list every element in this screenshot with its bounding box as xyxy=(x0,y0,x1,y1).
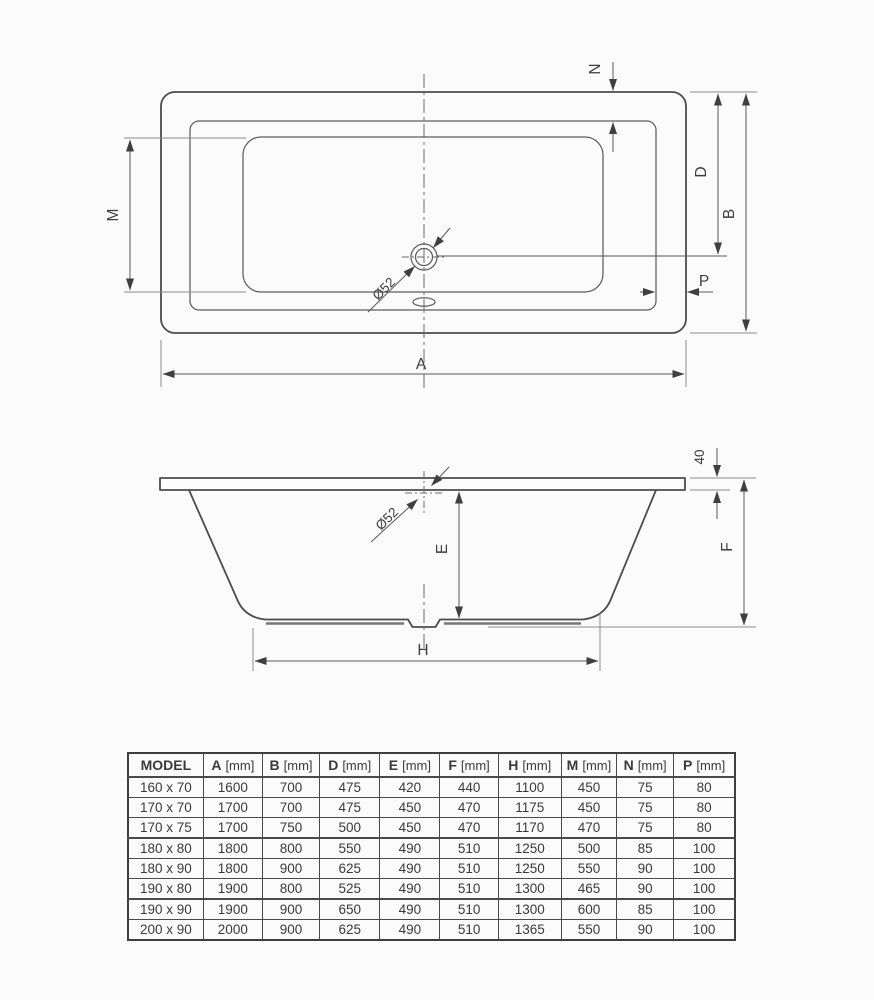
column-label: H xyxy=(508,757,519,773)
value-cell: 80 xyxy=(674,777,735,798)
value-cell: 700 xyxy=(262,798,319,818)
column-header-h xyxy=(498,753,561,777)
column-unit: [mm] xyxy=(696,758,726,773)
model-cell: 190 x 80 xyxy=(128,879,203,900)
model-cell: 170 x 70 xyxy=(128,798,203,818)
value-cell: 470 xyxy=(440,818,498,839)
value-cell: 465 xyxy=(561,879,616,900)
value-cell: 100 xyxy=(674,859,735,879)
model-cell: 180 x 90 xyxy=(128,859,203,879)
column-header-model xyxy=(128,753,203,777)
dimensions-table xyxy=(127,752,736,941)
overflow-diameter-label: Ø52 xyxy=(372,504,402,534)
dim-m-label: M xyxy=(105,208,122,222)
value-cell: 470 xyxy=(561,818,616,839)
column-label: E xyxy=(388,757,399,773)
value-cell: 1700 xyxy=(203,818,262,839)
model-cell: 160 x 70 xyxy=(128,777,203,798)
value-cell: 510 xyxy=(440,838,498,859)
value-cell: 90 xyxy=(617,859,674,879)
value-cell: 450 xyxy=(380,798,440,818)
value-cell: 510 xyxy=(440,879,498,900)
value-cell: 100 xyxy=(674,899,735,920)
overflow-leader-upper xyxy=(432,467,450,486)
column-unit: [mm] xyxy=(283,758,313,773)
drain-diameter-label: Ø52 xyxy=(369,274,399,304)
value-cell: 490 xyxy=(380,879,440,900)
value-cell: 1800 xyxy=(203,859,262,879)
column-header-e xyxy=(380,753,440,777)
column-label: D xyxy=(328,757,339,773)
value-cell: 1100 xyxy=(498,777,561,798)
table-row xyxy=(128,859,735,879)
value-cell: 750 xyxy=(262,818,319,839)
value-cell: 625 xyxy=(320,920,380,941)
value-cell: 475 xyxy=(320,798,380,818)
value-cell: 450 xyxy=(380,818,440,839)
tub-body-profile xyxy=(189,490,656,627)
value-cell: 1600 xyxy=(203,777,262,798)
value-cell: 1250 xyxy=(498,838,561,859)
value-cell: 80 xyxy=(674,798,735,818)
column-label: MODEL xyxy=(140,757,192,773)
table-row xyxy=(128,899,735,920)
value-cell: 500 xyxy=(320,818,380,839)
value-cell: 1365 xyxy=(498,920,561,941)
dim-h-label: H xyxy=(417,642,429,659)
value-cell: 600 xyxy=(561,899,616,920)
column-header-n xyxy=(617,753,674,777)
table-row xyxy=(128,838,735,859)
dim-n-label: N xyxy=(587,63,604,75)
value-cell: 1700 xyxy=(203,798,262,818)
value-cell: 475 xyxy=(320,777,380,798)
dim-d-label: D xyxy=(693,166,710,178)
value-cell: 1250 xyxy=(498,859,561,879)
column-header-m xyxy=(561,753,616,777)
table-row xyxy=(128,798,735,818)
dim-f-label: F xyxy=(719,542,736,552)
table-row xyxy=(128,818,735,839)
value-cell: 1300 xyxy=(498,879,561,900)
value-cell: 75 xyxy=(617,777,674,798)
column-header-p xyxy=(674,753,735,777)
tub-basin-edge xyxy=(243,137,603,292)
model-cell: 180 x 80 xyxy=(128,838,203,859)
value-cell: 420 xyxy=(380,777,440,798)
value-cell: 90 xyxy=(617,920,674,941)
value-cell: 2000 xyxy=(203,920,262,941)
value-cell: 1175 xyxy=(498,798,561,818)
value-cell: 470 xyxy=(440,798,498,818)
value-cell: 550 xyxy=(561,920,616,941)
value-cell: 900 xyxy=(262,899,319,920)
rim-thickness-label: 40 xyxy=(692,449,707,465)
value-cell: 525 xyxy=(320,879,380,900)
value-cell: 510 xyxy=(440,920,498,941)
value-cell: 90 xyxy=(617,879,674,900)
tub-rim-inner-edge xyxy=(190,121,656,310)
column-header-a xyxy=(203,753,262,777)
column-label: F xyxy=(448,757,457,773)
table-row xyxy=(128,879,735,900)
value-cell: 490 xyxy=(380,838,440,859)
value-cell: 75 xyxy=(617,818,674,839)
value-cell: 490 xyxy=(380,899,440,920)
column-unit: [mm] xyxy=(522,758,552,773)
value-cell: 75 xyxy=(617,798,674,818)
model-cell: 170 x 75 xyxy=(128,818,203,839)
value-cell: 1300 xyxy=(498,899,561,920)
value-cell: 550 xyxy=(561,859,616,879)
column-header-f xyxy=(440,753,498,777)
column-label: B xyxy=(269,757,280,773)
value-cell: 510 xyxy=(440,859,498,879)
value-cell: 510 xyxy=(440,899,498,920)
value-cell: 450 xyxy=(561,777,616,798)
dim-p-label: P xyxy=(698,273,710,290)
column-unit: [mm] xyxy=(402,758,431,773)
value-cell: 1800 xyxy=(203,838,262,859)
value-cell: 650 xyxy=(320,899,380,920)
column-label: A xyxy=(211,757,222,773)
column-header-b xyxy=(262,753,319,777)
dim-a-label: A xyxy=(415,356,427,373)
value-cell: 550 xyxy=(320,838,380,859)
drain-leader-upper xyxy=(434,228,451,248)
column-label: M xyxy=(566,757,579,773)
value-cell: 1900 xyxy=(203,899,262,920)
column-label: P xyxy=(683,757,693,773)
value-cell: 625 xyxy=(320,859,380,879)
side-view xyxy=(160,448,756,671)
value-cell: 490 xyxy=(380,859,440,879)
rim-profile xyxy=(160,478,685,490)
dim-b-label: B xyxy=(721,208,738,220)
value-cell: 800 xyxy=(262,879,319,900)
value-cell: 85 xyxy=(617,899,674,920)
value-cell: 100 xyxy=(674,920,735,941)
value-cell: 100 xyxy=(674,879,735,900)
column-label: N xyxy=(623,757,634,773)
table-row xyxy=(128,777,735,798)
value-cell: 450 xyxy=(561,798,616,818)
value-cell: 80 xyxy=(674,818,735,839)
value-cell: 800 xyxy=(262,838,319,859)
column-unit: [mm] xyxy=(460,758,490,773)
value-cell: 1170 xyxy=(498,818,561,839)
column-header-d xyxy=(320,753,380,777)
value-cell: 490 xyxy=(380,920,440,941)
table-row xyxy=(128,920,735,941)
value-cell: 440 xyxy=(440,777,498,798)
value-cell: 900 xyxy=(262,920,319,941)
model-cell: 190 x 90 xyxy=(128,899,203,920)
value-cell: 1900 xyxy=(203,879,262,900)
column-unit: [mm] xyxy=(225,758,255,773)
value-cell: 900 xyxy=(262,859,319,879)
model-cell: 200 x 90 xyxy=(128,920,203,941)
dim-e-label: E xyxy=(434,543,451,555)
value-cell: 85 xyxy=(617,838,674,859)
table-header-row xyxy=(128,753,735,777)
value-cell: 100 xyxy=(674,838,735,859)
top-view xyxy=(105,62,757,390)
value-cell: 500 xyxy=(561,838,616,859)
column-unit: [mm] xyxy=(582,758,612,773)
value-cell: 700 xyxy=(262,777,319,798)
column-unit: [mm] xyxy=(342,758,372,773)
column-unit: [mm] xyxy=(637,758,667,773)
